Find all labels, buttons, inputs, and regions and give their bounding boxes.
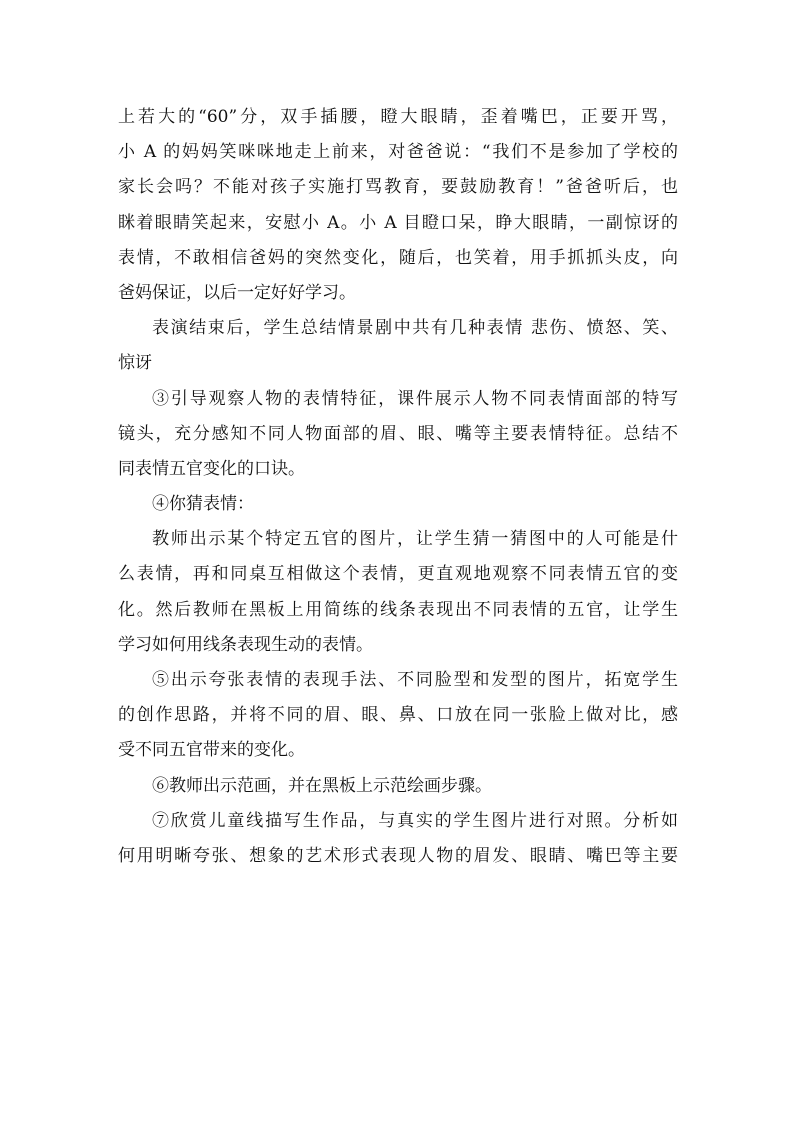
text-line: 何用明晰夸张、想象的艺术形式表现人物的眉发、眼睛、嘴巴等主要	[118, 845, 678, 866]
text-line: 化。然后教师在黑板上用简练的线条表现出不同表情的五官，让学生	[118, 599, 678, 620]
text-line: 镜头，充分感知不同人物面部的眉、眼、嘴等主要表情特征。总结不	[118, 423, 678, 444]
text-line: 表情，不敢相信爸妈的突然变化，随后，也笑着，用手抓抓头皮，向	[118, 247, 678, 268]
text-line: ⑦欣赏儿童线描写生作品，与真实的学生图片进行对照。分析如	[152, 810, 678, 831]
text-line: 的创作思路，并将不同的眉、眼、鼻、口放在同一张脸上做对比，感	[118, 705, 678, 726]
text-line: 家长会吗？不能对孩子实施打骂教育，要鼓励教育！”爸爸听后，也	[118, 177, 678, 198]
text-line: 眯着眼睛笑起来，安慰小 A。小 A 目瞪口呆，睁大眼睛，一副惊讶的	[118, 212, 678, 233]
text-line: 上若大的“60”分，双手插腰，瞪大眼睛，歪着嘴巴，正要开骂，	[118, 107, 678, 127]
text-line: 爸妈保证，以后一定好好学习。	[118, 282, 356, 303]
text-line: 小 A 的妈妈笑咪咪地走上前来，对爸爸说：“我们不是参加了学校的	[118, 142, 678, 163]
text-line: 学习如何用线条表现生动的表情。	[118, 634, 373, 655]
text-line: ④你猜表情：	[152, 494, 254, 515]
text-line: 教师出示某个特定五官的图片，让学生猜一猜图中的人可能是什	[152, 529, 678, 550]
text-line: 同表情五官变化的口诀。	[118, 458, 305, 479]
text-line: ⑥教师出示范画，并在黑板上示范绘画步骤。	[152, 775, 492, 796]
text-line: ③引导观察人物的表情特征，课件展示人物不同表情面部的特写	[152, 388, 678, 409]
text-line: 受不同五官带来的变化。	[118, 740, 305, 761]
document-body	[118, 100, 678, 874]
text-line: ⑤出示夸张表情的表现手法、不同脸型和发型的图片，拓宽学生	[152, 670, 678, 690]
text-line: 么表情，再和同桌互相做这个表情，更直观地观察不同表情五官的变	[118, 564, 678, 585]
text-line: 表演结束后，学生总结情景剧中共有几种表情 悲伤、愤怒、笑、	[152, 318, 678, 339]
text-line: 惊讶	[118, 353, 152, 374]
